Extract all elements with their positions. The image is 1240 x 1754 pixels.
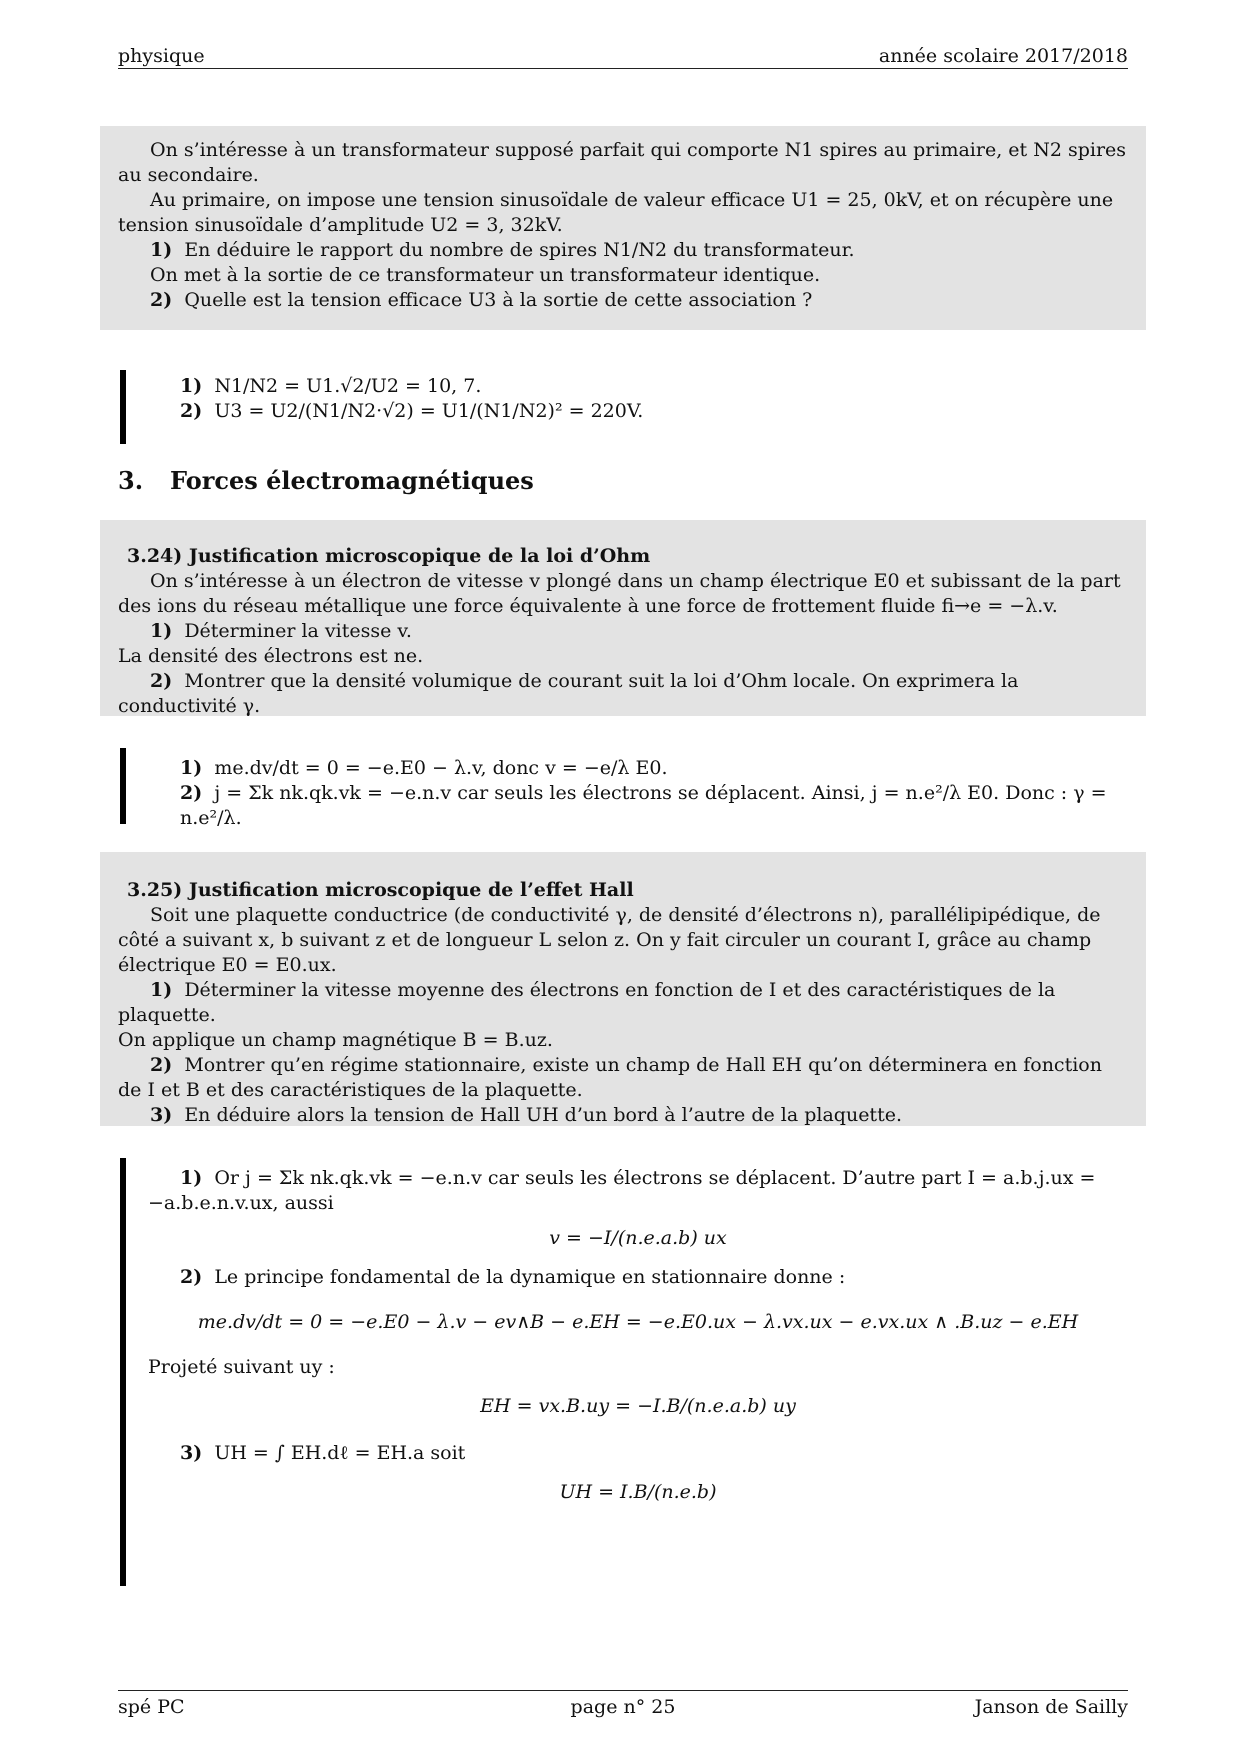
question-1: 1) En déduire le rapport du nombre de spires N1/N2 du transformateur.	[150, 239, 855, 261]
solution-hall	[120, 1158, 1130, 1586]
solution-line-2: 2) j = Σk nk.qk.vk = −e.n.v car seuls les électrons se déplacent. Ainsi, j = n.e²/λ E0. Donc : γ = n.e²/λ.	[180, 782, 1107, 829]
section-title: 3. Forces électromagnétiques	[118, 466, 534, 495]
solution-ohm	[120, 748, 1130, 829]
question-2: 2) Quelle est la tension efficace U3 à la sortie de cette association ?	[150, 289, 813, 311]
exercise-paragraph: On applique un champ magnétique B = B.uz.	[118, 1029, 553, 1051]
exercise-title: 3.25) Justification microscopique de l’effet Hall	[127, 879, 634, 901]
footer-class: spé PC	[118, 1696, 185, 1718]
solution-line-2: 2) Le principe fondamental de la dynamique en stationnaire donne :	[180, 1266, 846, 1288]
equation-dynamics: me.dv/dt = 0 = −e.E0 − λ.v − ev∧B − e.EH = −e.E0.ux − λ.vx.ux − e.vx.ux ∧ .B.uz − e.EH	[197, 1311, 1079, 1333]
equation-velocity: v = −I/(n.e.a.b) ux	[549, 1227, 727, 1249]
equation-hall-field: EH = vx.B.uy = −I.B/(n.e.a.b) uy	[480, 1395, 796, 1417]
question-3: 3) En déduire alors la tension de Hall UH d’un bord à l’autre de la plaquette.	[150, 1104, 902, 1126]
question-1: 1) Déterminer la vitesse v.	[150, 620, 412, 642]
exercise-paragraph: La densité des électrons est ne.	[118, 645, 424, 667]
solution-line-1: 1) Or j = Σk nk.qk.vk = −e.n.v car seuls les électrons se déplacent. D’autre part I = a.b.j.ux = −a.b.e.n.v.ux, aussi	[148, 1167, 1096, 1214]
footer-school: Janson de Sailly	[974, 1696, 1128, 1718]
equation-hall-voltage: UH = I.B/(n.e.b)	[559, 1481, 717, 1503]
exercise-paragraph: Au primaire, on impose une tension sinusoïdale de valeur efficace U1 = 25, 0kV, et on récupère une tension sinusoïdale d’amplitude U2 = 3, 32kV.	[118, 189, 1114, 236]
exercise-paragraph: On s’intéresse à un électron de vitesse v plongé dans un champ électrique E0 et subissant de la part des ions du réseau métallique une force équivalente à une force de frottement fluide fi→e = −λ.v.	[118, 570, 1121, 617]
question-2: 2) Montrer qu’en régime stationnaire, existe un champ de Hall EH qu’on déterminera en fonction de I et B et des caractéristiques de la plaquette.	[118, 1054, 1102, 1101]
exercise-box-hall	[100, 852, 1146, 1126]
header-subject: physique	[118, 45, 205, 67]
exercise-paragraph: Soit une plaquette conductrice (de conductivité γ, de densité d’électrons n), parallélipipédique, de côté a suivant x, b suivant z et de longueur L selon z. On y fait circuler un courant I, grâce au champ électrique E0 = E0.ux.	[118, 904, 1101, 976]
exercise-paragraph: On met à la sortie de ce transformateur un transformateur identique.	[150, 264, 821, 286]
solution-projection: Projeté suivant uy :	[148, 1356, 335, 1378]
exercise-paragraph: On s’intéresse à un transformateur supposé parfait qui comporte N1 spires au primaire, et N2 spires au secondaire.	[118, 139, 1127, 186]
solution-line-2: 2) U3 = U2/(N1/N2·√2) = U1/(N1/N2)² = 220V.	[180, 400, 644, 422]
page-footer	[118, 1690, 1128, 1725]
exercise-box-transformer	[100, 126, 1146, 330]
footer-page-number: page n° 25	[570, 1696, 676, 1718]
solution-transformer	[120, 370, 1130, 444]
question-2: 2) Montrer que la densité volumique de courant suit la loi d’Ohm locale. On exprimera la conductivité γ.	[118, 670, 1019, 717]
exercise-title: 3.24) Justification microscopique de la loi d’Ohm	[127, 545, 651, 567]
solution-line-1: 1) me.dv/dt = 0 = −e.E0 − λ.v, donc v = −e/λ E0.	[180, 757, 668, 779]
solution-line-1: 1) N1/N2 = U1.√2/U2 = 10, 7.	[180, 375, 482, 397]
header-year: année scolaire 2017/2018	[878, 45, 1128, 67]
page-header	[118, 40, 1128, 69]
exercise-box-ohm	[100, 520, 1146, 716]
question-1: 1) Déterminer la vitesse moyenne des électrons en fonction de I et des caractéristiques de la plaquette.	[118, 979, 1056, 1026]
solution-line-3: 3) UH = ∫ EH.dℓ = EH.a soit	[180, 1442, 466, 1464]
